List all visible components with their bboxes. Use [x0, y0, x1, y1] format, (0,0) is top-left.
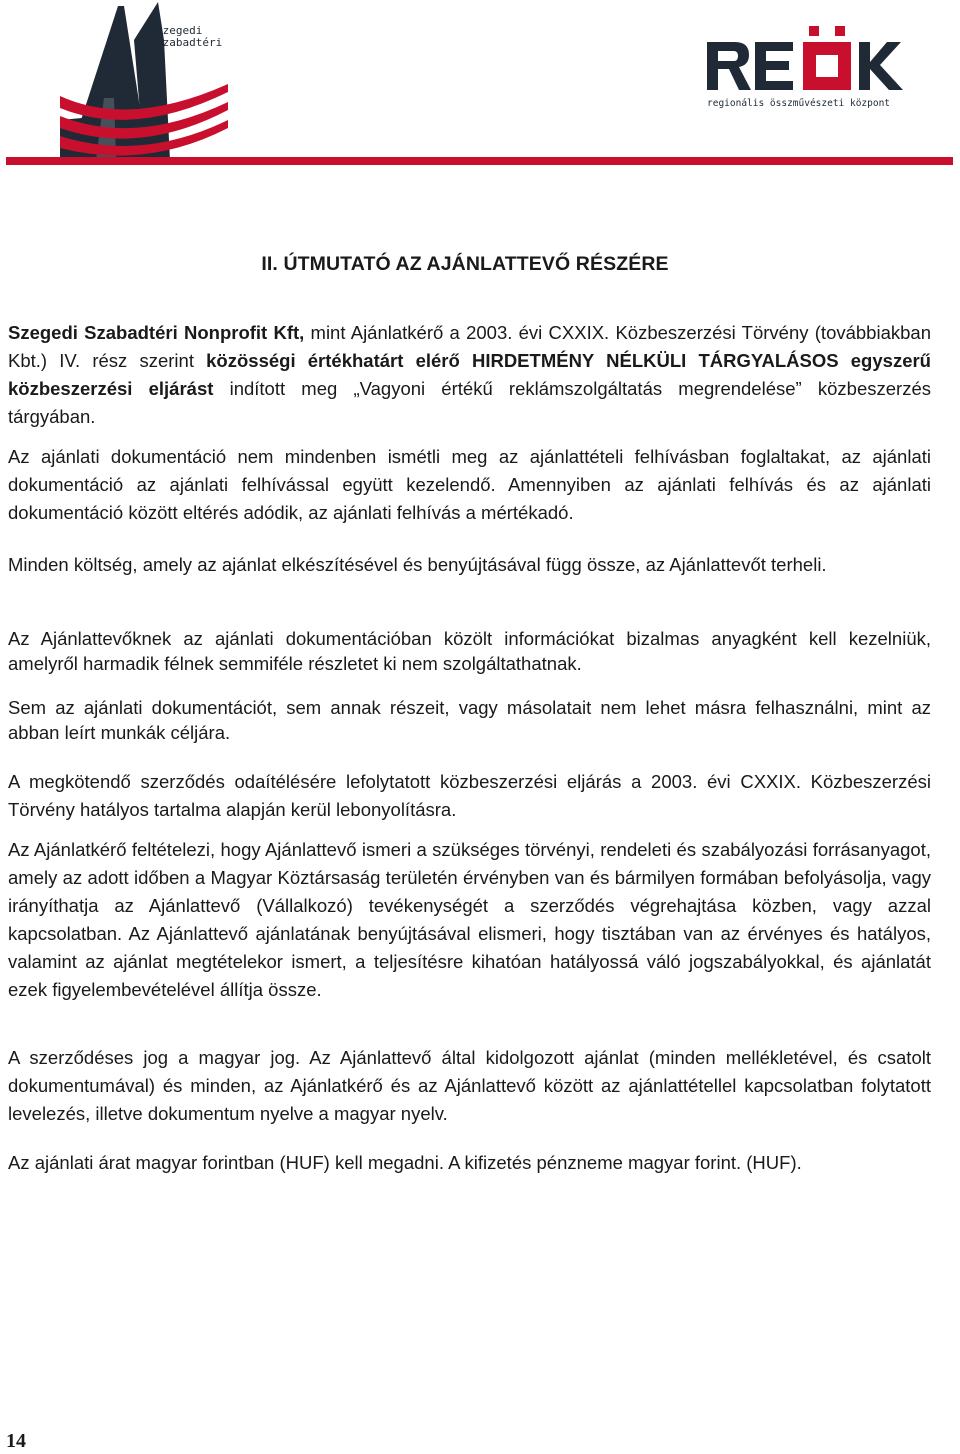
paragraph-documentation: Az ajánlati dokumentáció nem mindenben ismétli meg az ajánlattételi felhívásban foglaltakat, az ajánlati dokumentáció az ajánlati felhívással együtt kezelendő. Amennyiben az ajánlati felhívás és az ajánlati dokumentáció között eltérés adódik, az ajánlati felhívás a mértékadó.	[8, 446, 931, 523]
right-logo-subtitle: regionális összművészeti központ	[707, 98, 891, 109]
intro-text-1: mint Ajánlatkérő a 2003. évi CXXIX. Közbeszerzési Törvény (továbbiakban Kbt.) IV. rész szerint	[8, 322, 931, 371]
paragraph-usage: Sem az ajánlati dokumentációt, sem annak részeit, vagy másolatait nem lehet másra felhasználni, mint az abban leírt munkák céljára.	[8, 697, 931, 743]
page-number: 14	[6, 1430, 26, 1452]
paragraph-costs: Minden költség, amely az ajánlat elkészítésével és benyújtásával függ össze, az Ajánlattevőt terheli.	[8, 554, 827, 575]
header-divider	[6, 157, 953, 165]
left-logo-text-line1: szegedi	[156, 24, 203, 37]
intro-subject: „Vagyoni értékű reklámszolgáltatás megrendelése”	[353, 378, 802, 399]
page-header	[0, 0, 960, 170]
paragraph-legal-knowledge: Az Ajánlatkérő feltételezi, hogy Ajánlattevő ismeri a szükséges törvényi, rendeleti és szabályozási forrásanyagot, amely az adott időben a Magyar Köztársaság területén érvényben van és bármilyen formában befolyásolja, vagy irányíthatja az Ajánlattevő (Vállalkozó) tevékenységét a szerződés végrehajtása közben, vagy azzal kapcsolatban. Az Ajánlattevő ajánlatának benyújtásával elismeri, hogy tisztában van az érvényes és hatályos, valamint az ajánlat megtételekor ismert, a teljesítésre kihatóan hatályossá váló jogszabályokkal, és ajánlatát ezek figyelembevételével állítja össze.	[8, 839, 931, 1000]
intro-paragraph	[8, 319, 931, 431]
reok-logo	[705, 22, 910, 112]
paragraph-confidentiality: Az Ajánlattevőknek az ajánlati dokumentációban közölt információkat bizalmas anyagként kell kezelniük, amelyről harmadik félnek semmiféle részletet ki nem szolgáltathatnak.	[8, 628, 931, 674]
intro-text-3: közbeszerzés tárgyában.	[8, 378, 931, 427]
paragraph-contract-language: A szerződéses jog a magyar jog. Az Ajánlattevő által kidolgozott ajánlat (minden mellékletével, és csatolt dokumentumával) és minden, az Ajánlatkérő és az Ajánlattevő között az ajánlattétellel kapcsolatban folytatott levelezés, illetve dokumentum nyelve a magyar nyelv.	[8, 1047, 931, 1124]
paragraph-currency: Az ajánlati árat magyar forintban (HUF) kell megadni. A kifizetés pénzneme magyar forint. (HUF).	[8, 1152, 802, 1173]
section-heading: II. ÚTMUTATÓ AZ AJÁNLATTEVŐ RÉSZÉRE	[261, 253, 669, 275]
intro-organisation: Szegedi Szabadtéri Nonprofit Kft,	[8, 322, 305, 343]
szegedi-szabadteri-logo	[60, 0, 230, 160]
intro-procedure-type: közösségi értékhatárt elérő HIRDETMÉNY NÉLKÜLI TÁRGYALÁSOS egyszerű közbeszerzési eljárást	[8, 350, 931, 399]
left-logo-text-line2: szabadtéri	[156, 36, 223, 49]
paragraph-procedure-law: A megkötendő szerződés odaítélésére lefolytatott közbeszerzési eljárás a 2003. évi CXXIX. Közbeszerzési Törvény hatályos tartalma alapján kerül lebonyolításra.	[8, 771, 931, 820]
intro-text-2: indított meg	[213, 378, 354, 399]
